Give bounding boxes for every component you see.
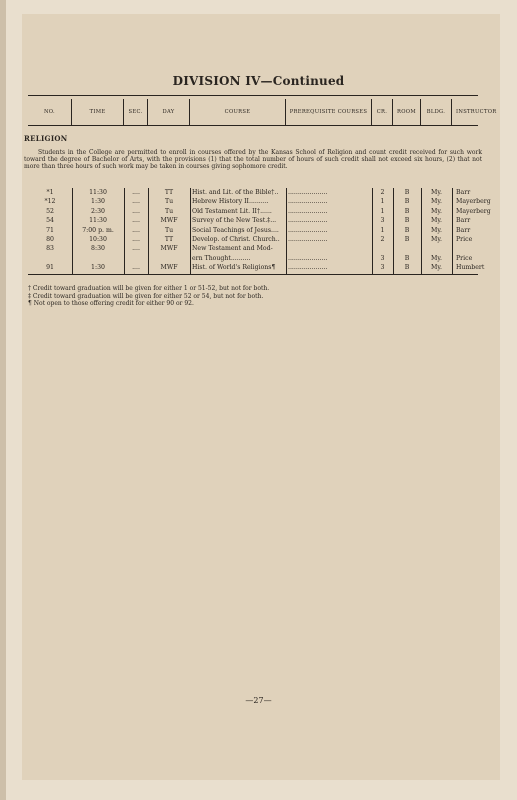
- cell-bldg: My.: [431, 198, 442, 206]
- header-instructor: INSTRUCTOR: [456, 108, 497, 115]
- header-room: ROOM: [393, 99, 421, 125]
- cell-sec: ....: [132, 245, 140, 253]
- cell-sec: ....: [132, 198, 140, 206]
- cell-instructor: Barr: [456, 217, 471, 225]
- table-row: [28, 263, 485, 272]
- cell-course: Survey of the New Test.‡...: [192, 217, 277, 225]
- cell-instructor: Price: [456, 236, 473, 243]
- cell-room: B: [404, 198, 410, 206]
- cell-room: B: [404, 236, 410, 243]
- cell-room: B: [404, 264, 410, 272]
- header-rule: [28, 95, 478, 96]
- cell-room: B: [404, 254, 410, 262]
- cell-time: 11:30: [89, 189, 107, 196]
- cell-course: New Testament and Mod-: [192, 245, 273, 253]
- cell-cr: 1: [380, 198, 385, 206]
- footnotes: [28, 285, 448, 308]
- header-day: DAY: [148, 99, 190, 125]
- column-rule: [452, 188, 453, 274]
- cell-instructor: Mayerberg: [456, 198, 491, 206]
- footnote: † Credit toward graduation will be given for either 1 or 51-52, but not for both.: [28, 285, 270, 292]
- header-prereq: PREREQUISITE COURSES: [286, 99, 372, 125]
- header-bldg: BLDG.: [421, 99, 452, 125]
- footnote: ‡ Credit toward graduation will be given for either 52 or 54, but not for both.: [28, 292, 264, 300]
- cell-no: 83: [46, 245, 54, 253]
- cell-sec: ....: [132, 264, 140, 272]
- section-intro: Students in the College are permitted to enroll in courses offered by the Kansas School of Religion and count credit received for such work toward the degree of Bachelor of Arts, with the provisions (1) that the total number of hours of such credit shall not exceed six hours, (2) that not more than three hours of such work may be taken in courses giving sophomore credit.: [24, 149, 482, 170]
- table-row: [28, 188, 478, 197]
- column-rule: [286, 188, 287, 274]
- cell-day: TT: [164, 189, 174, 196]
- cell-room: B: [404, 189, 410, 196]
- cell-bldg: My.: [431, 236, 442, 243]
- cell-room: B: [404, 207, 410, 215]
- table-row: [28, 197, 491, 206]
- cell-day: MWF: [160, 245, 178, 253]
- header-course: COURSE: [190, 99, 286, 125]
- table-bottom-rule: [28, 274, 478, 275]
- cell-no: 91: [46, 264, 54, 272]
- cell-prereq: ....................: [288, 226, 328, 234]
- column-rule: [124, 188, 125, 274]
- cell-prereq: ....................: [288, 207, 328, 215]
- cell-instructor: Price: [456, 254, 473, 262]
- cell-time: 2:30: [91, 207, 105, 215]
- cell-room: B: [404, 217, 410, 225]
- cell-cr: 1: [380, 207, 385, 215]
- cell-time: 7:00 p. m.: [82, 226, 114, 234]
- column-rule: [421, 188, 422, 274]
- table-row: [28, 226, 478, 235]
- cell-bldg: My.: [431, 217, 442, 225]
- cell-day: Tu: [164, 198, 174, 206]
- header-time: TIME: [72, 99, 124, 125]
- cell-no: 52: [46, 207, 54, 215]
- cell-cr: 3: [380, 264, 385, 272]
- page-edge: [0, 0, 6, 800]
- header-no: NO.: [28, 99, 72, 125]
- paper-overlay: [22, 14, 500, 780]
- cell-time: 8:30: [91, 245, 105, 253]
- cell-cr: 3: [380, 217, 385, 225]
- cell-no: *1: [46, 189, 54, 196]
- table-row: [28, 244, 478, 253]
- cell-day: MWF: [160, 264, 178, 272]
- table-header: [28, 99, 497, 126]
- table-row: [28, 207, 491, 216]
- cell-time: 10:30: [89, 236, 107, 243]
- cell-instructor: Mayerberg: [456, 207, 491, 215]
- cell-course: ern Thought..........: [192, 254, 251, 262]
- cell-time: 1:30: [91, 264, 105, 272]
- cell-sec: ....: [132, 226, 140, 234]
- cell-instructor: Humbert: [456, 264, 485, 272]
- section-heading: RELIGION: [24, 134, 68, 143]
- cell-cr: 2: [380, 236, 385, 243]
- cell-sec: ....: [132, 189, 140, 196]
- cell-course: Develop. of Christ. Church..: [192, 236, 280, 243]
- column-rule: [72, 188, 73, 274]
- cell-sec: ....: [132, 217, 140, 225]
- cell-day: Tu: [164, 226, 174, 234]
- cell-course: Old Testament Lit. II†......: [192, 207, 272, 215]
- cell-room: B: [404, 226, 410, 234]
- cell-sec: ....: [132, 236, 140, 243]
- cell-no: 80: [46, 236, 54, 243]
- cell-cr: 1: [380, 226, 385, 234]
- cell-day: MWF: [160, 217, 178, 225]
- column-rule: [190, 188, 191, 274]
- cell-sec: ....: [132, 207, 140, 215]
- cell-prereq: ....................: [288, 264, 328, 272]
- cell-day: TT: [164, 236, 174, 243]
- cell-bldg: My.: [431, 264, 442, 272]
- page-title: DIVISION IV—Continued: [172, 74, 345, 88]
- cell-prereq: ....................: [288, 217, 328, 225]
- cell-course: Social Teachings of Jesus....: [192, 226, 279, 234]
- column-rule: [393, 188, 394, 274]
- header-cr: CR.: [372, 99, 393, 125]
- cell-cr: 3: [380, 254, 385, 262]
- cell-course: Hist. and Lit. of the Bible†..: [192, 189, 279, 196]
- cell-bldg: My.: [431, 226, 442, 234]
- cell-day: Tu: [164, 207, 174, 215]
- cell-prereq: ....................: [288, 189, 328, 196]
- cell-prereq: ....................: [288, 254, 328, 262]
- cell-course: Hist. of World's Religions¶: [192, 264, 276, 272]
- table-row: [28, 216, 478, 225]
- cell-no: *12: [44, 198, 56, 206]
- cell-bldg: My.: [431, 189, 442, 196]
- cell-time: 11:30: [89, 217, 107, 225]
- cell-instructor: Barr: [456, 226, 471, 234]
- cell-instructor: Barr: [456, 189, 471, 196]
- cell-bldg: My.: [431, 254, 442, 262]
- cell-no: 54: [46, 217, 54, 225]
- header-sec: SEC.: [124, 99, 148, 125]
- column-rule: [148, 188, 149, 274]
- page-number: —27—: [245, 696, 272, 705]
- cell-no: 71: [46, 226, 54, 234]
- cell-prereq: ....................: [288, 236, 328, 243]
- cell-course: Hebrew History II..........: [192, 198, 269, 206]
- cell-bldg: My.: [431, 207, 442, 215]
- column-rule: [372, 188, 373, 274]
- cell-time: 1:30: [91, 198, 105, 206]
- table-row: [28, 235, 478, 244]
- cell-prereq: ....................: [288, 198, 328, 206]
- cell-cr: 2: [380, 189, 385, 196]
- table-row: [28, 254, 478, 263]
- footnote: ¶ Not open to those offering credit for either 90 or 92.: [28, 300, 194, 308]
